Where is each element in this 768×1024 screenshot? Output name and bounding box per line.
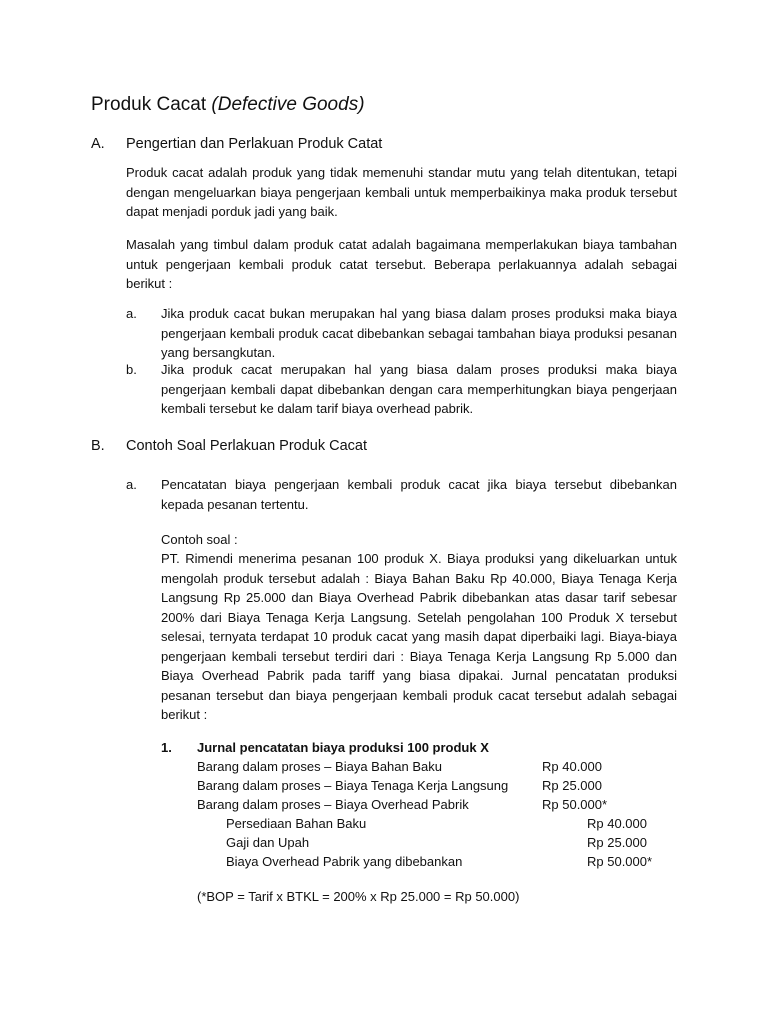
title-italic: (Defective Goods)	[211, 94, 365, 115]
journal-credit-account: Persediaan Bahan Baku	[226, 816, 367, 831]
list-letter: a.	[126, 306, 137, 321]
section-b-title: Contoh Soal Perlakuan Produk Cacat	[126, 438, 368, 454]
section-a-title: Pengertian dan Perlakuan Produk Catat	[126, 136, 383, 152]
journal-title: Jurnal pencatatan biaya produksi 100 produk X	[197, 740, 489, 755]
page-title	[91, 93, 365, 117]
journal-credit-account: Gaji dan Upah	[226, 835, 310, 850]
paragraph-text: Masalah yang timbul dalam produk catat adalah bagaimana memperlakukan biaya tambahan untuk pengerjaan kembali produk catat tersebut. Beberapa perlakuannya adalah sebagai berikut :	[126, 237, 677, 291]
list-item	[126, 475, 677, 515]
list-item	[126, 360, 677, 418]
journal-debit-account: Barang dalam proses – Biaya Tenaga Kerja Langsung	[197, 778, 509, 793]
list-text: Pencatatan biaya pengerjaan kembali produk cacat jika biaya tersebut dibebankan kepada pesanan tertentu.	[161, 477, 677, 512]
paragraph-text: Contoh soal :	[161, 532, 238, 547]
journal-credit-amount: Rp 50.000*	[587, 854, 653, 869]
journal-note: (*BOP = Tarif x BTKL = 200% x Rp 25.000 = Rp 50.000)	[197, 889, 520, 904]
journal-debit-account: Barang dalam proses – Biaya Bahan Baku	[197, 759, 442, 774]
list-letter: b.	[126, 362, 137, 377]
journal-credit-amount: Rp 25.000	[587, 835, 647, 850]
paragraph-text: PT. Rimendi menerima pesanan 100 produk X. Biaya produksi yang dikeluarkan untuk mengolah produk tersebut adalah : Biaya Bahan Baku Rp 40.000, Biaya Tenaga Kerja Langsung Rp 25.000 dan Biaya Overhead Pabrik dibebankan atas dasar tarif sebesar 200% dari Biaya Tenaga Kerja Langsung. Setelah pengolahan 100 Produk X tersebut selesai, ternyata terdapat 10 produk cacat yang masih dapat diperbaiki lagi. Biaya-biaya pengerjaan kembali tersebut terdiri dari : Biaya Tenaga Kerja Langsung Rp 5.000 dan Biaya Overhead Pabrik pada tariff yang biasa dipakai. Jurnal pencatatan produksi pesanan tersebut dan biaya pengerjaan kembali produk cacat tersebut adalah sebagai berikut :	[161, 551, 677, 722]
journal-debit-amount: Rp 40.000	[542, 759, 602, 774]
list-text: Jika produk cacat bukan merupakan hal yang biasa dalam proses produksi maka biaya pengerjaan kembali produk cacat dibebankan sebagai tambahan biaya produksi pesanan yang bersangkutan.	[161, 306, 677, 360]
section-b-letter: B.	[91, 438, 105, 454]
example-label	[161, 530, 677, 550]
paragraph-text: Produk cacat adalah produk yang tidak memenuhi standar mutu yang telah ditentukan, tetapi dengan mengeluarkan biaya pengerjaan kembali untuk memperbaikinya maka produk tersebut dapat menjadi porduk jadi yang baik.	[126, 165, 677, 219]
journal-debit-account: Barang dalam proses – Biaya Overhead Pabrik	[197, 797, 469, 812]
section-a-letter: A.	[91, 136, 105, 152]
section-a-paragraph-1	[126, 163, 677, 222]
journal-credit-amount: Rp 40.000	[587, 816, 647, 831]
list-letter: a.	[126, 477, 137, 492]
section-b-heading	[91, 436, 691, 456]
journal-debit-amount: Rp 25.000	[542, 778, 602, 793]
list-text: Jika produk cacat merupakan hal yang biasa dalam proses produksi maka biaya pengerjaan kembali dapat dibebankan dengan cara memperhitungkan biaya pengerjaan kembali tersebut ke dalam tarif biaya overhead pabrik.	[161, 362, 677, 416]
list-item	[126, 304, 677, 362]
journal-heading	[161, 738, 561, 757]
journal-credit-account: Biaya Overhead Pabrik yang dibebankan	[226, 854, 463, 869]
journal-number: 1.	[161, 740, 172, 755]
section-a-heading	[91, 134, 691, 154]
section-a-paragraph-2	[126, 235, 677, 294]
title-main: Produk Cacat	[91, 94, 207, 115]
journal-debit-amount: Rp 50.000*	[542, 797, 608, 812]
example-paragraph	[161, 549, 677, 725]
